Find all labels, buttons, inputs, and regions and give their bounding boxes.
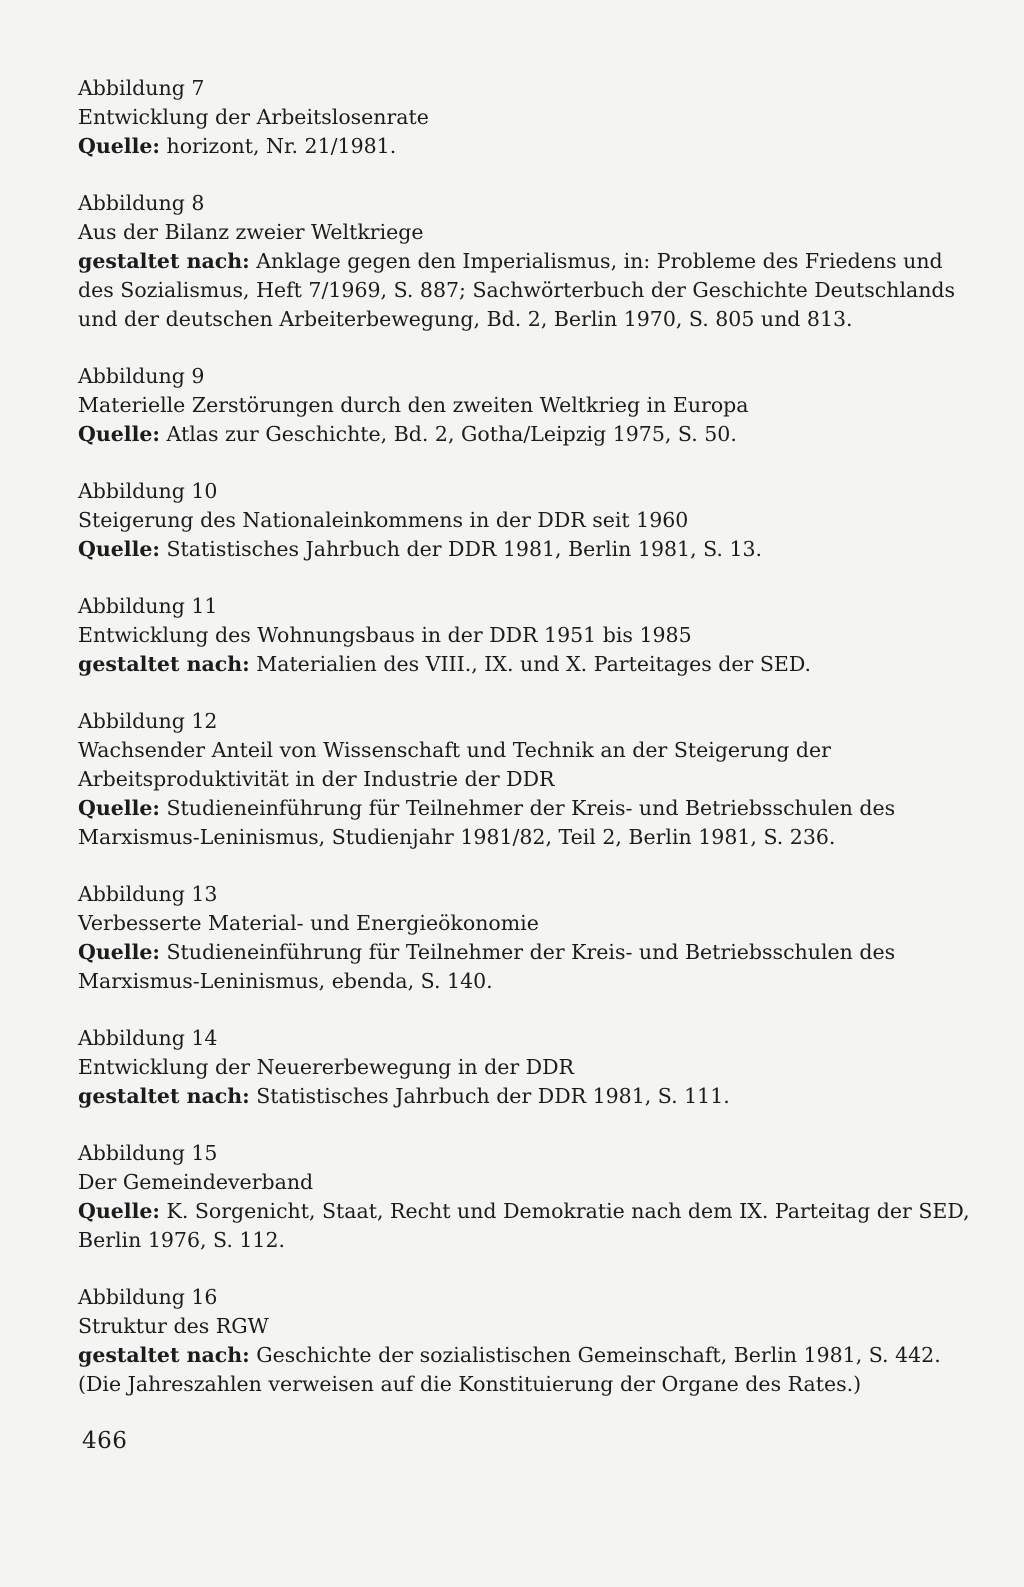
figure-number: Abbildung 11 [78, 594, 218, 618]
source-text: Anklage gegen den Imperialismus, in: Probleme des Friedens und des Sozialismus, Heft 7/1969, S. 887; Sachwörterbuch der Geschichte Deutschlands und der deutschen Arbeiterbewegung, Bd. 2, Berlin 1970, S. 805 und 813. [78, 249, 956, 331]
figure-title: Struktur des RGW [78, 1314, 269, 1338]
figure-entry-9 [78, 362, 970, 449]
figure-title: Entwicklung der Arbeitslosenrate [78, 105, 429, 129]
figure-entry-12 [78, 707, 970, 852]
source-text: Geschichte der sozialistischen Gemeinschaft, Berlin 1981, S. 442. (Die Jahreszahlen verweisen auf die Konstituierung der Organe des Rates.) [78, 1343, 941, 1396]
figure-source [78, 794, 970, 852]
figure-source [78, 1082, 970, 1111]
figure-number: Abbildung 12 [78, 709, 218, 733]
source-text: Studieneinführung für Teilnehmer der Kreis- und Betriebsschulen des Marxismus-Leninismus, Studienjahr 1981/82, Teil 2, Berlin 1981, S. 236. [78, 796, 896, 849]
figure-entry-13 [78, 880, 970, 996]
figure-title: Materielle Zerstörungen durch den zweiten Weltkrieg in Europa [78, 393, 749, 417]
figure-title: Der Gemeindeverband [78, 1170, 314, 1194]
figure-entry-11 [78, 592, 970, 679]
figure-number: Abbildung 14 [78, 1026, 218, 1050]
figure-title: Verbesserte Material- und Energieökonomie [78, 911, 539, 935]
source-label: Quelle: [78, 940, 160, 964]
figure-source [78, 247, 970, 334]
source-label: gestaltet nach: [78, 1084, 250, 1108]
figure-source [78, 1197, 970, 1255]
figure-source [78, 650, 970, 679]
page-number: 466 [82, 1428, 128, 1454]
figure-title: Steigerung des Nationaleinkommens in der DDR seit 1960 [78, 508, 689, 532]
source-label: gestaltet nach: [78, 1343, 250, 1367]
figure-source [78, 420, 970, 449]
figure-title: Entwicklung des Wohnungsbaus in der DDR 1951 bis 1985 [78, 623, 692, 647]
figure-number: Abbildung 8 [78, 191, 205, 215]
figure-source [78, 132, 970, 161]
figure-entry-7 [78, 74, 970, 161]
figure-entry-15 [78, 1139, 970, 1255]
source-label: gestaltet nach: [78, 249, 250, 273]
figure-number: Abbildung 16 [78, 1285, 218, 1309]
figure-entry-10 [78, 477, 970, 564]
source-label: Quelle: [78, 796, 160, 820]
source-label: Quelle: [78, 134, 160, 158]
figure-number: Abbildung 9 [78, 364, 205, 388]
source-label: Quelle: [78, 1199, 160, 1223]
source-text: Materialien des VIII., IX. und X. Parteitages der SED. [249, 652, 812, 676]
source-text: Statistisches Jahrbuch der DDR 1981, S. 111. [249, 1084, 730, 1108]
figure-source [78, 938, 970, 996]
figure-list [78, 74, 970, 1427]
source-label: Quelle: [78, 537, 160, 561]
figure-entry-16 [78, 1283, 970, 1399]
figure-title: Wachsender Anteil von Wissenschaft und Technik an der Steigerung der Arbeitsproduktivität in der Industrie der DDR [78, 738, 831, 791]
figure-number: Abbildung 15 [78, 1141, 218, 1165]
source-label: gestaltet nach: [78, 652, 250, 676]
figure-source [78, 1341, 970, 1399]
source-label: Quelle: [78, 422, 160, 446]
figure-entry-8 [78, 189, 970, 334]
source-text: Atlas zur Geschichte, Bd. 2, Gotha/Leipzig 1975, S. 50. [160, 422, 737, 446]
source-text: horizont, Nr. 21/1981. [160, 134, 397, 158]
figure-title: Aus der Bilanz zweier Weltkriege [78, 220, 424, 244]
source-text: Studieneinführung für Teilnehmer der Kreis- und Betriebsschulen des Marxismus-Leninismus, ebenda, S. 140. [78, 940, 896, 993]
figure-number: Abbildung 7 [78, 76, 205, 100]
source-text: Statistisches Jahrbuch der DDR 1981, Berlin 1981, S. 13. [160, 537, 763, 561]
figure-entry-14 [78, 1024, 970, 1111]
figure-source [78, 535, 970, 564]
figure-title: Entwicklung der Neuererbewegung in der DDR [78, 1055, 574, 1079]
figure-number: Abbildung 13 [78, 882, 218, 906]
source-text: K. Sorgenicht, Staat, Recht und Demokratie nach dem IX. Parteitag der SED, Berlin 1976, S. 112. [78, 1199, 970, 1252]
figure-number: Abbildung 10 [78, 479, 218, 503]
